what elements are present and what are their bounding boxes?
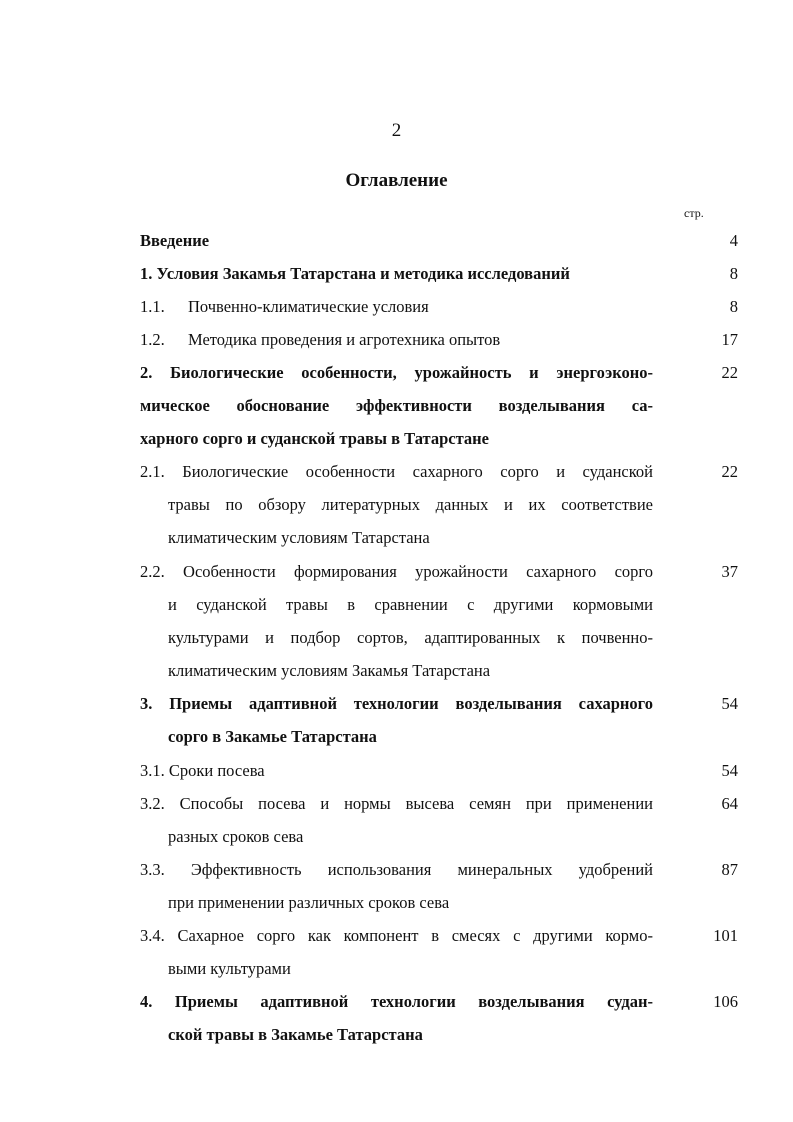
toc-entry-line: 3.1. Сроки посева bbox=[140, 761, 265, 780]
toc-entry-line: 4. Приемы адаптивной технологии возделывания судан- bbox=[140, 992, 653, 1011]
toc-entry-page: 8 bbox=[729, 297, 738, 316]
toc-entry-page: 17 bbox=[721, 330, 738, 349]
toc-entry-page: 37 bbox=[721, 562, 738, 581]
toc-entry-line: 2. Биологические особенности, урожайность и энергоэконо- bbox=[140, 363, 653, 382]
toc-entry-line: климатическим условиям Закамья Татарстана bbox=[168, 661, 491, 680]
toc-entry-page: 8 bbox=[729, 264, 738, 283]
toc-entry-line: Введение bbox=[140, 231, 210, 250]
toc-entry-line: климатическим условиям Татарстана bbox=[168, 528, 430, 547]
toc-entry-line: 2.1. Биологические особенности сахарного сорго и суданской bbox=[140, 462, 653, 481]
toc-entry-line: мическое обоснование эффективности возделывания са- bbox=[140, 396, 653, 415]
toc-entry-line: выми культурами bbox=[168, 959, 291, 978]
toc-entry-page: 54 bbox=[721, 694, 738, 713]
toc-entry-page: 22 bbox=[721, 462, 738, 481]
toc-entry-line: при применении различных сроков сева bbox=[168, 893, 450, 912]
toc-entry-number: 1.1. bbox=[140, 297, 165, 316]
toc-entry-page: 54 bbox=[721, 761, 738, 780]
toc-entry-page: 106 bbox=[713, 992, 738, 1011]
toc-title: Оглавление bbox=[345, 170, 448, 191]
toc-entry-text: Методика проведения и агротехника опытов bbox=[188, 330, 501, 349]
toc-entry-line bbox=[140, 297, 429, 317]
toc-entry-line: харного сорго и суданской травы в Татарстане bbox=[140, 429, 489, 448]
toc-entry-page: 87 bbox=[721, 860, 738, 879]
toc-entry-line: 3. Приемы адаптивной технологии возделывания сахарного bbox=[140, 694, 653, 713]
toc-entry-page: 64 bbox=[721, 794, 738, 813]
toc-entry-line: 1. Условия Закамья Татарстана и методика исследований bbox=[140, 264, 570, 283]
toc-entry-line: и суданской травы в сравнении с другими кормовыми bbox=[168, 595, 653, 614]
toc-entry-number: 1.2. bbox=[140, 330, 165, 349]
toc-entry-page: 4 bbox=[729, 231, 738, 250]
toc-entry-text: Почвенно-климатические условия bbox=[188, 297, 429, 316]
page-column-label: стр. bbox=[684, 206, 704, 220]
toc-entry-line: разных сроков сева bbox=[168, 827, 304, 846]
toc-entry-line: ской травы в Закамье Татарстана bbox=[168, 1025, 423, 1044]
toc-entry-page: 22 bbox=[721, 363, 738, 382]
toc-entry-line: 3.4. Сахарное сорго как компонент в смесях с другими кормо- bbox=[140, 926, 653, 945]
toc-entry-page: 101 bbox=[713, 926, 738, 945]
toc-entry-line: 3.3. Эффективность использования минеральных удобрений bbox=[140, 860, 653, 879]
toc-entry-line: 3.2. Способы посева и нормы высева семян при применении bbox=[140, 794, 653, 813]
toc-entry-line: культурами и подбор сортов, адаптированных к почвенно- bbox=[168, 628, 653, 647]
toc-entry-line: сорго в Закамье Татарстана bbox=[168, 727, 377, 746]
toc-entry-line bbox=[140, 330, 500, 350]
page-number: 2 bbox=[391, 120, 402, 141]
toc-entry-line: 2.2. Особенности формирования урожайности сахарного сорго bbox=[140, 562, 653, 581]
toc-entry-line: травы по обзору литературных данных и их соответствие bbox=[168, 495, 653, 514]
